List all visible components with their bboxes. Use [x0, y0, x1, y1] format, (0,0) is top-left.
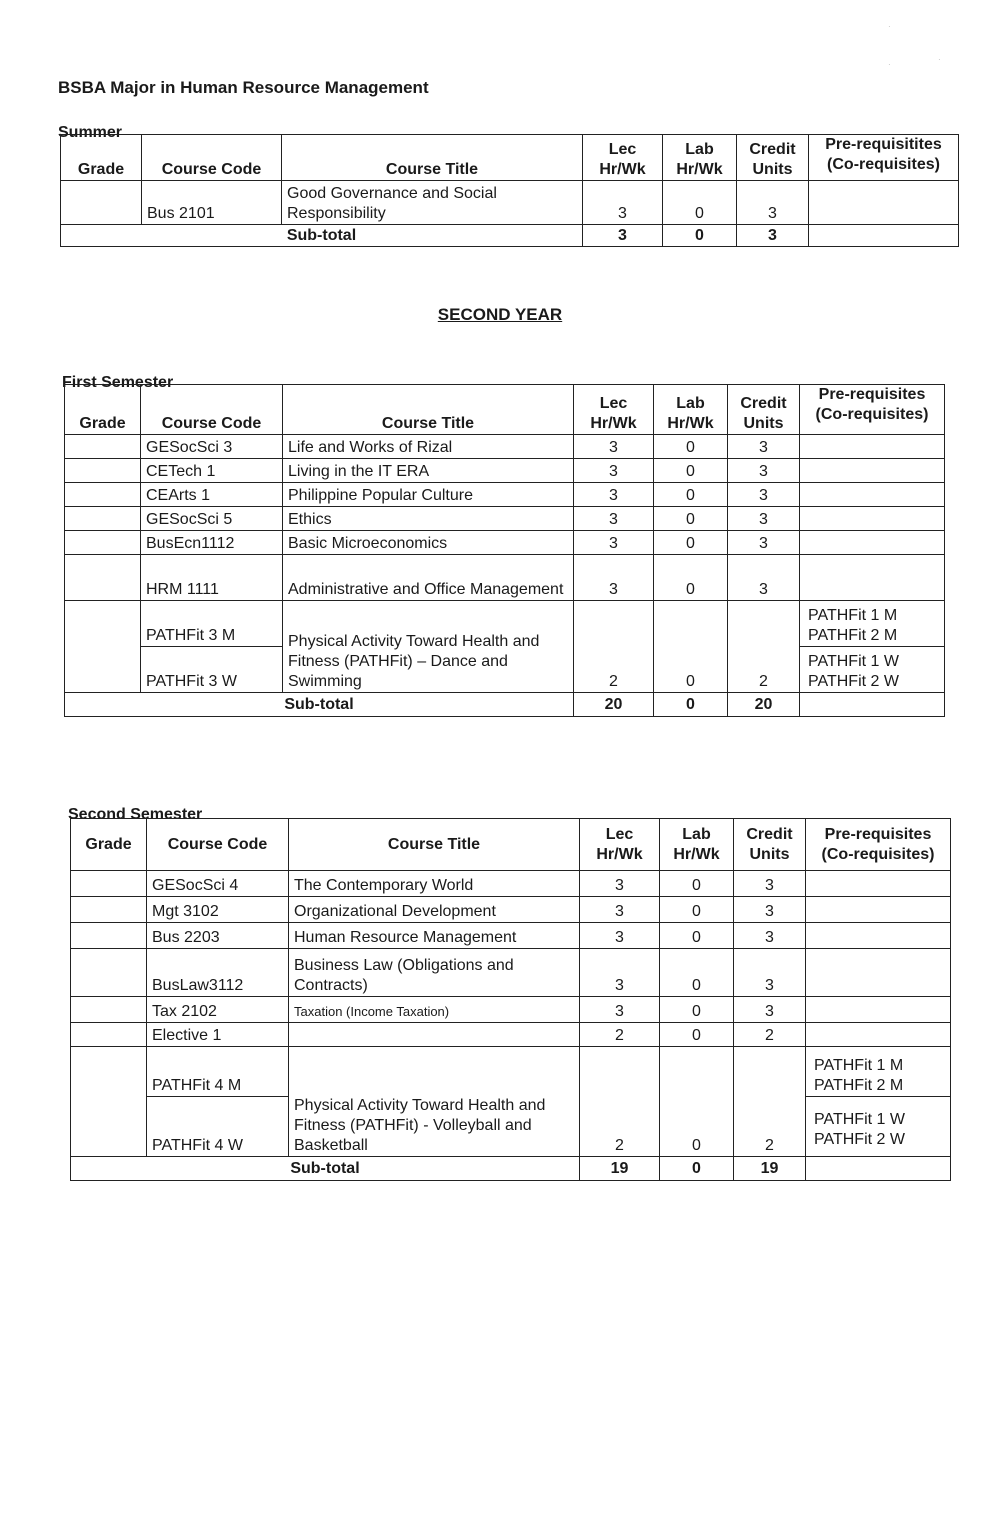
course-title: Human Resource Management	[289, 923, 580, 949]
subtotal-lab: 0	[654, 693, 728, 717]
scan-speck: ·	[938, 55, 941, 64]
lec-hours: 2	[574, 601, 654, 693]
course-code: BusEcn1112	[141, 531, 283, 555]
lec-hours: 3	[580, 949, 660, 997]
credit-units: 3	[737, 181, 809, 225]
table-row	[71, 897, 951, 923]
credit-units: 3	[734, 871, 806, 897]
grade-cell	[71, 949, 147, 997]
course-code: BusLaw3112	[147, 949, 289, 997]
course-code: Bus 2203	[147, 923, 289, 949]
header-credit: Credit Units	[728, 385, 800, 435]
table-row	[65, 435, 945, 459]
course-code: PATHFit 3 M	[141, 601, 283, 647]
table-row	[65, 483, 945, 507]
first-semester-label: First Semester	[62, 374, 174, 391]
summer-label: Summer	[58, 124, 123, 141]
table-row	[65, 555, 945, 601]
course-title: Physical Activity Toward Health and Fitness (PATHFit) - Volleyball and Basketball	[289, 1047, 580, 1157]
lab-hours: 0	[660, 997, 734, 1023]
grade-cell	[61, 181, 142, 225]
grade-cell	[71, 997, 147, 1023]
credit-units: 3	[728, 435, 800, 459]
course-title: Taxation (Income Taxation)	[289, 997, 580, 1023]
prerequisites	[800, 435, 945, 459]
lec-hours: 3	[580, 923, 660, 949]
header-course-title: Course Title	[289, 819, 580, 871]
table-row	[71, 871, 951, 897]
credit-units: 2	[734, 1023, 806, 1047]
lab-hours: 0	[654, 531, 728, 555]
subtotal-lab: 0	[660, 1157, 734, 1181]
header-grade: Grade	[65, 385, 141, 435]
subtotal-lec: 20	[574, 693, 654, 717]
header-lec: Lec Hr/Wk	[574, 385, 654, 435]
grade-cell	[71, 1047, 147, 1157]
lec-hours: 3	[580, 871, 660, 897]
course-code: Mgt 3102	[147, 897, 289, 923]
credit-units: 3	[734, 997, 806, 1023]
prerequisites	[806, 923, 951, 949]
prerequisites	[806, 897, 951, 923]
prerequisites	[806, 1023, 951, 1047]
course-code: CETech 1	[141, 459, 283, 483]
lec-hours: 2	[580, 1047, 660, 1157]
grade-cell	[65, 601, 141, 693]
course-code: Elective 1	[147, 1023, 289, 1047]
table-row	[71, 949, 951, 997]
prerequisites	[800, 507, 945, 531]
course-code: PATHFit 4 W	[147, 1097, 289, 1157]
prerequisites: PATHFit 1 W PATHFit 2 W	[800, 647, 945, 693]
grade-cell	[71, 1023, 147, 1047]
lab-hours: 0	[660, 949, 734, 997]
lec-hours: 3	[580, 997, 660, 1023]
header-course-code: Course Code	[147, 819, 289, 871]
grade-cell	[65, 459, 141, 483]
scan-speck: ·	[888, 60, 891, 69]
summer-table	[60, 134, 959, 247]
year-heading: SECOND YEAR	[437, 305, 563, 324]
lab-hours: 0	[654, 555, 728, 601]
grade-cell	[65, 531, 141, 555]
grade-cell	[65, 435, 141, 459]
header-prereq: Pre-requisites (Co-requisites)	[800, 385, 945, 435]
table-header-row	[61, 135, 959, 181]
subtotal-label: Sub-total	[61, 225, 583, 247]
table-row	[71, 997, 951, 1023]
course-code: GESocSci 3	[141, 435, 283, 459]
course-code: PATHFit 4 M	[147, 1047, 289, 1097]
subtotal-lab: 0	[663, 225, 737, 247]
grade-cell	[65, 507, 141, 531]
lab-hours: 0	[654, 507, 728, 531]
subtotal-credit: 19	[734, 1157, 806, 1181]
lab-hours: 0	[654, 483, 728, 507]
lab-hours: 0	[660, 871, 734, 897]
first-semester-table	[64, 384, 945, 717]
lec-hours: 3	[583, 181, 663, 225]
credit-units: 3	[734, 949, 806, 997]
credit-units: 3	[728, 531, 800, 555]
lab-hours: 0	[654, 435, 728, 459]
grade-cell	[71, 871, 147, 897]
lab-hours: 0	[660, 1047, 734, 1157]
header-credit: Credit Units	[737, 135, 809, 181]
lec-hours: 3	[574, 555, 654, 601]
prerequisites	[800, 531, 945, 555]
course-title: Life and Works of Rizal	[283, 435, 574, 459]
header-lab: Lab Hr/Wk	[654, 385, 728, 435]
header-grade: Grade	[61, 135, 142, 181]
lec-hours: 3	[574, 531, 654, 555]
subtotal-lec: 3	[583, 225, 663, 247]
header-lab: Lab Hr/Wk	[660, 819, 734, 871]
table-row	[65, 459, 945, 483]
course-title: Organizational Development	[289, 897, 580, 923]
header-course-code: Course Code	[141, 385, 283, 435]
subtotal-prereq	[806, 1157, 951, 1181]
table-row	[65, 601, 945, 647]
course-title: The Contemporary World	[289, 871, 580, 897]
table-row	[71, 1047, 951, 1097]
credit-units: 3	[728, 459, 800, 483]
lab-hours: 0	[660, 897, 734, 923]
lab-hours: 0	[654, 601, 728, 693]
header-course-title: Course Title	[283, 385, 574, 435]
lec-hours: 3	[574, 483, 654, 507]
credit-units: 3	[728, 555, 800, 601]
course-title	[289, 1023, 580, 1047]
prerequisites	[809, 181, 959, 225]
prerequisites	[806, 871, 951, 897]
course-title: Physical Activity Toward Health and Fitness (PATHFit) – Dance and Swimming	[283, 601, 574, 693]
grade-cell	[71, 923, 147, 949]
scan-speck: ·	[888, 22, 891, 31]
subtotal-label: Sub-total	[71, 1157, 580, 1181]
lec-hours: 3	[580, 897, 660, 923]
subtotal-lec: 19	[580, 1157, 660, 1181]
credit-units: 2	[728, 601, 800, 693]
header-grade: Grade	[71, 819, 147, 871]
table-row	[71, 1023, 951, 1047]
course-code: Bus 2101	[142, 181, 282, 225]
program-title: BSBA Major in Human Resource Management	[58, 78, 429, 97]
course-title: Business Law (Obligations and Contracts)	[289, 949, 580, 997]
header-course-title: Course Title	[282, 135, 583, 181]
course-code: HRM 1111	[141, 555, 283, 601]
table-header-row	[71, 819, 951, 871]
grade-cell	[65, 555, 141, 601]
grade-cell	[65, 483, 141, 507]
credit-units: 3	[734, 897, 806, 923]
prerequisites	[800, 555, 945, 601]
prerequisites: PATHFit 1 W PATHFit 2 W	[806, 1097, 951, 1157]
course-title: Philippine Popular Culture	[283, 483, 574, 507]
second-semester-label: Second Semester	[68, 806, 203, 823]
subtotal-prereq	[809, 225, 959, 247]
course-title: Good Governance and Social Responsibility	[282, 181, 583, 225]
course-code: Tax 2102	[147, 997, 289, 1023]
second-semester-table	[70, 818, 951, 1181]
header-lec: Lec Hr/Wk	[583, 135, 663, 181]
subtotal-row	[71, 1157, 951, 1181]
header-course-code: Course Code	[142, 135, 282, 181]
prerequisites	[800, 459, 945, 483]
prerequisites: PATHFit 1 M PATHFit 2 M	[806, 1047, 951, 1097]
subtotal-row	[61, 225, 959, 247]
subtotal-label: Sub-total	[65, 693, 574, 717]
course-title: Basic Microeconomics	[283, 531, 574, 555]
credit-units: 2	[734, 1047, 806, 1157]
header-lab: Lab Hr/Wk	[663, 135, 737, 181]
course-code: GESocSci 4	[147, 871, 289, 897]
table-row	[61, 181, 959, 225]
course-code: CEArts 1	[141, 483, 283, 507]
table-header-row	[65, 385, 945, 435]
prerequisites	[800, 483, 945, 507]
course-code: GESocSci 5	[141, 507, 283, 531]
table-row	[71, 923, 951, 949]
table-row	[65, 507, 945, 531]
prerequisites	[806, 997, 951, 1023]
prerequisites: PATHFit 1 M PATHFit 2 M	[800, 601, 945, 647]
header-prereq: Pre-requisites (Co-requisites)	[806, 819, 951, 871]
lab-hours: 0	[660, 923, 734, 949]
lab-hours: 0	[663, 181, 737, 225]
lab-hours: 0	[654, 459, 728, 483]
credit-units: 3	[734, 923, 806, 949]
lec-hours: 3	[574, 435, 654, 459]
header-lec: Lec Hr/Wk	[580, 819, 660, 871]
header-prereq: Pre-requisitites (Co-requisites)	[809, 135, 959, 181]
lab-hours: 0	[660, 1023, 734, 1047]
course-title: Ethics	[283, 507, 574, 531]
lec-hours: 2	[580, 1023, 660, 1047]
subtotal-credit: 20	[728, 693, 800, 717]
subtotal-prereq	[800, 693, 945, 717]
table-row	[65, 531, 945, 555]
credit-units: 3	[728, 483, 800, 507]
lec-hours: 3	[574, 507, 654, 531]
lec-hours: 3	[574, 459, 654, 483]
credit-units: 3	[728, 507, 800, 531]
grade-cell	[71, 897, 147, 923]
subtotal-row	[65, 693, 945, 717]
header-credit: Credit Units	[734, 819, 806, 871]
course-title: Administrative and Office Management	[283, 555, 574, 601]
prerequisites	[806, 949, 951, 997]
subtotal-credit: 3	[737, 225, 809, 247]
course-code: PATHFit 3 W	[141, 647, 283, 693]
course-title: Living in the IT ERA	[283, 459, 574, 483]
